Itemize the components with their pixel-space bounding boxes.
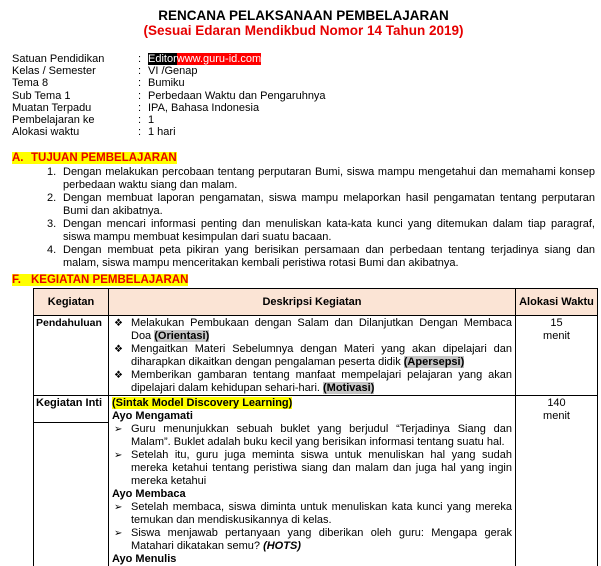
meta-label: Sub Tema 1 [12, 89, 71, 102]
header-deskripsi-kegiatan: Deskripsi Kegiatan [109, 289, 516, 316]
item-number: 3. [47, 217, 57, 230]
section-a-letter: A. [12, 152, 24, 165]
cell-waktu-pendahuluan [516, 316, 598, 396]
time-number: 15 [550, 317, 563, 330]
ayo-membaca-heading: Ayo Membaca [112, 488, 186, 501]
orientasi-tag: (Orientasi) [154, 330, 210, 343]
arrow-text: Guru menunjukkan sebuah buklet yang berjudul “Terjadinya Siang dan Malam”. Buklet adalah buku kecil yang berisikan informasi tentang suatu hal. [131, 423, 512, 449]
section-f-heading [12, 274, 595, 288]
diamond-bullet-icon: ❖ [114, 370, 123, 382]
bullet-item [112, 369, 512, 395]
item-number: 2. [47, 191, 57, 204]
cell-deskripsi-inti [109, 396, 516, 566]
arrow-text: Setelah itu, guru juga meminta siswa untuk menuliskan hal yang sudah mereka ketahui tentang peristiwa siang dan malam dan juga hal yang ingin mereka ketahui [131, 449, 512, 488]
bullet-text: Memberikan gambaran tentang manfaat mempelajari pelajaran yang akan dipelajari dalam kehidupan sehari-hari. (Motivasi) [131, 369, 512, 395]
arrow-text: Siswa menjawab pertanyaan yang diberikan oleh guru: Mengapa gerak Matahari dikatakan semu? (HOTS) [131, 527, 512, 553]
bullet-item [112, 343, 512, 369]
cell-kegiatan-inti [34, 396, 109, 566]
table-row-pendahuluan [34, 316, 598, 396]
table-row-kegiatan-inti [34, 396, 598, 566]
cell-kegiatan-pendahuluan [34, 316, 109, 396]
arrow-item [112, 501, 512, 527]
arrow-item [112, 527, 512, 553]
kegiatan-table [33, 288, 598, 566]
meta-label: Pembelajaran ke [12, 114, 95, 127]
ayo-menulis-heading: Ayo Menulis [112, 553, 177, 566]
metadata-block [12, 53, 595, 138]
meta-value: IPA, Bahasa Indonesia [148, 101, 260, 114]
meta-value: Bumiku [148, 77, 185, 90]
tujuan-item-3 [47, 218, 595, 244]
cell-waktu-inti [516, 396, 598, 566]
kegiatan-inti-label: Kegiatan Inti [34, 396, 108, 423]
meta-row-kelas-semester [12, 65, 595, 77]
bullet-text: Mengaitkan Materi Sebelumnya dengan Materi yang akan dipelajari dan diharapkan dikaitkan dengan pengalaman peserta didik (Apersepsi) [131, 343, 512, 369]
editor-black-highlight: Editor [148, 53, 177, 65]
meta-colon: : [138, 101, 142, 114]
item-text: Dengan membuat laporan pengamatan, siswa mampu melaporkan hasil pengamatan tentang perputaran Bumi dan akibatnya. [63, 191, 595, 217]
table-header-row [34, 289, 598, 316]
item-text: Dengan melakukan percobaan tentang perputaran Bumi, siswa mampu mengetahui dan memahami konsep perbedaan waktu siang dan malam. [63, 165, 595, 191]
bullet-item [112, 317, 512, 343]
meta-colon: : [138, 89, 142, 102]
meta-row-pembelajaran-ke [12, 114, 595, 126]
arrow-bullet-icon: ➢ [114, 528, 123, 540]
section-f-title: KEGIATAN PEMBELAJARAN [31, 273, 189, 286]
meta-label: Tema 8 [12, 77, 49, 90]
diamond-bullet-icon: ❖ [114, 344, 123, 356]
tujuan-item-4 [47, 244, 595, 270]
time-unit: menit [543, 330, 570, 343]
arrow-item [112, 449, 512, 488]
ayo-mengamati-heading: Ayo Mengamati [112, 410, 193, 423]
time-unit: menit [543, 410, 570, 423]
meta-colon: : [138, 65, 142, 78]
section-a-heading [12, 152, 595, 166]
item-number: 4. [47, 243, 57, 256]
document-subtitle: (Sesuai Edaran Mendikbud Nomor 14 Tahun 2019) [143, 23, 464, 38]
meta-label: Muatan Terpadu [12, 101, 92, 114]
meta-row-muatan-terpadu [12, 102, 595, 114]
arrow-bullet-icon: ➢ [114, 502, 123, 514]
meta-label: Alokasi waktu [12, 126, 80, 139]
meta-colon: : [138, 114, 142, 127]
meta-row-sub-tema [12, 90, 595, 102]
meta-label: Kelas / Semester [12, 65, 96, 78]
meta-value-editor [148, 53, 261, 65]
tujuan-item-1 [47, 166, 595, 192]
hots-tag: (HOTS) [263, 540, 301, 553]
section-f-letter: F. [12, 273, 21, 286]
sintak-model-line: (Sintak Model Discovery Learning) [112, 397, 293, 410]
motivasi-tag: (Motivasi) [323, 382, 375, 395]
meta-row-tema [12, 77, 595, 89]
apersepsi-tag: (Apersepsi) [403, 356, 465, 369]
arrow-item [112, 423, 512, 449]
header-kegiatan: Kegiatan [34, 289, 109, 316]
meta-row-alokasi-waktu [12, 126, 595, 138]
meta-value: Perbedaan Waktu dan Pengaruhnya [148, 89, 326, 102]
meta-value: 1 [148, 114, 155, 127]
empty-cell [34, 423, 108, 566]
meta-colon: : [138, 126, 142, 139]
meta-label: Satuan Pendidikan [12, 53, 105, 65]
arrow-bullet-icon: ➢ [114, 424, 123, 436]
item-text: Dengan membuat peta pikiran yang berisikan persamaan dan perbedaan tentang terjadinya siang dan malam, siswa mampu menceritakan kembali peristiwa rotasi Bumi dan akibatnya. [63, 243, 595, 269]
meta-colon: : [138, 53, 142, 65]
header-alokasi-waktu: Alokasi Waktu [516, 289, 598, 316]
arrow-bullet-icon: ➢ [114, 450, 123, 462]
item-text: Dengan mencari informasi penting dan menuliskan kata-kata kunci yang ditemukan dalam tiap paragraf, siswa mampu membuat kesimpulan dari suatu bacaan. [63, 217, 595, 243]
pendahuluan-label: Pendahuluan [36, 317, 102, 330]
bullet-text: Melakukan Pembukaan dengan Salam dan Dilanjutkan Dengan Membaca Doa (Orientasi) [131, 317, 512, 343]
meta-colon: : [138, 77, 142, 90]
arrow-text: Setelah membaca, siswa diminta untuk menuliskan kata kunci yang mereka temukan dan mendiskusikannya di kelas. [131, 501, 512, 527]
time-number: 140 [547, 397, 566, 410]
section-a-title: TUJUAN PEMBELAJARAN [31, 152, 177, 165]
meta-value: 1 hari [148, 126, 176, 139]
guru-id-watermark: www.guru-id.com [176, 53, 262, 65]
diamond-bullet-icon: ❖ [114, 318, 123, 330]
tujuan-list [12, 166, 595, 270]
cell-deskripsi-pendahuluan [109, 316, 516, 396]
item-number: 1. [47, 165, 57, 178]
document-title: RENCANA PELAKSANAAN PEMBELAJARAN [158, 8, 449, 23]
meta-value: VI /Genap [148, 65, 198, 78]
meta-row-satuan-pendidikan [12, 53, 595, 65]
tujuan-item-2 [47, 192, 595, 218]
